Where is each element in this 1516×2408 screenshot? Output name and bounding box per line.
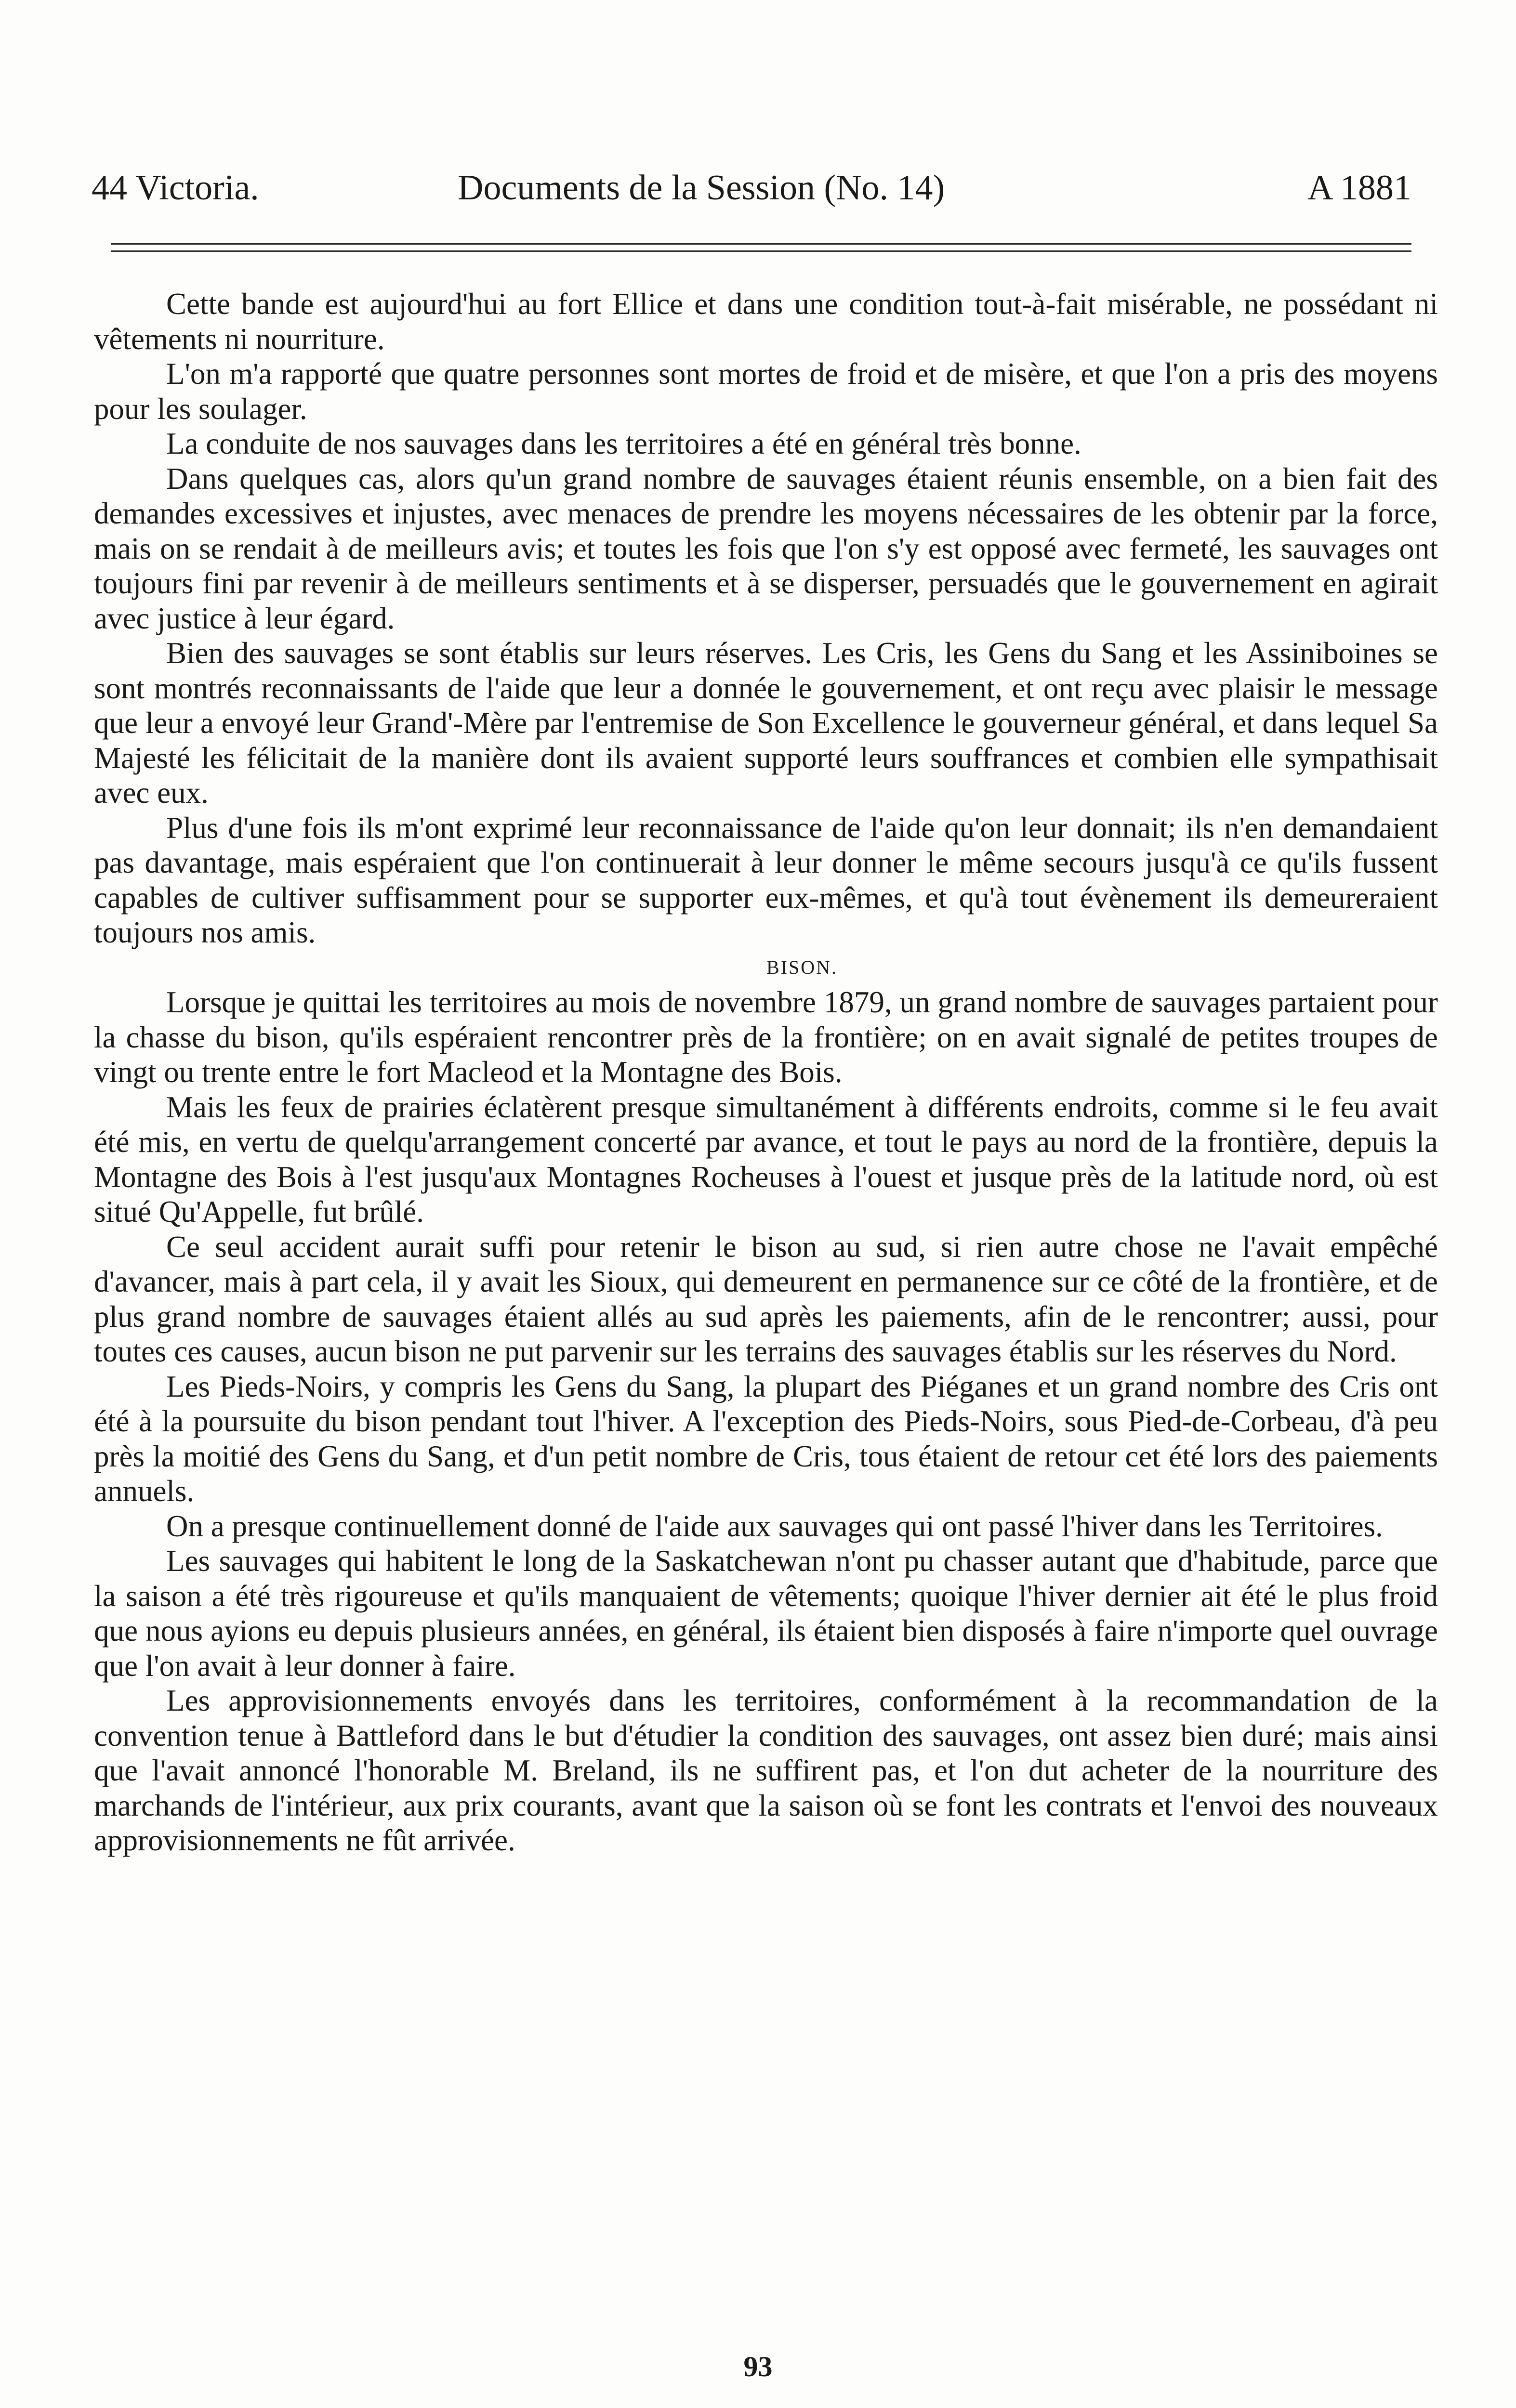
section-title: BISON. xyxy=(766,956,838,978)
paragraph: La conduite de nos sauvages dans les territoires a été en général très bonne. xyxy=(166,427,1081,460)
paragraph: Les approvisionnements envoyés dans les territoires, conformément à la recommandation de la convention tenue à Battleford dans le but d'étudier la condition des sauvages, ont assez bien duré; mais ainsi que l'avait annoncé l'honorable M. Breland, ils ne suffirent pas, et l'on dut acheter de la nourriture des marchands de l'intérieur, aux prix courants, avant que la saison où se font les contrats et l'envoi des nouveaux approvisionnements ne fût arrivée. xyxy=(94,1684,1438,1857)
paragraph: Les Pieds-Noirs, y compris les Gens du Sang, la plupart des Piéganes et un grand nombre des Cris ont été à la poursuite du bison pendant tout l'hiver. A l'exception des Pieds-Noirs, sous Pied-de-Corbeau, d'à peu près la moitié des Gens du Sang, et d'un petit nombre de Cris, tous étaient de retour cet été lors des paiements annuels. xyxy=(94,1369,1438,1508)
paragraph: Plus d'une fois ils m'ont exprimé leur reconnaissance de l'aide qu'on leur donnait; ils n'en demandaient pas davantage, mais espéraient que l'on continuerait à leur donner le même secours jusqu'à ce qu'ils fussent capables de cultiver suffisamment pour se supporter eux-mêmes, et qu'à tout évènement ils demeureraient toujours nos amis. xyxy=(94,811,1438,949)
paragraph: Lorsque je quittai les territoires au mois de novembre 1879, un grand nombre de sauvages partaient pour la chasse du bison, qu'ils espéraient rencontrer près de la frontière; on en avait signalé de petites troupes de vingt ou trente entre le fort Macleod et la Montagne des Bois. xyxy=(94,985,1438,1089)
header-title: Documents de la Session (No. 14) xyxy=(458,168,945,208)
paragraph: On a presque continuellement donné de l'aide aux sauvages qui ont passé l'hiver dans les Territoires. xyxy=(166,1509,1383,1543)
paragraph: Bien des sauvages se sont établis sur leurs réserves. Les Cris, les Gens du Sang et les Assiniboines se sont montrés reconnaissants de l'aide que leur a donnée le gouvernement, et ont reçu avec plaisir le message que leur a envoyé leur Grand'-Mère par l'entremise de Son Excellence le gouverneur général, et dans lequel Sa Majesté les félicitait de la manière dont ils avaient supporté leurs souffrances et combien elle sympathisait avec eux. xyxy=(94,636,1438,810)
header-rule-bottom xyxy=(111,250,1411,252)
header-volume: 44 Victoria. xyxy=(92,168,259,208)
body-text xyxy=(94,287,1438,1858)
running-header xyxy=(92,159,1411,217)
paragraph: Dans quelques cas, alors qu'un grand nombre de sauvages étaient réunis ensemble, on a bien fait des demandes excessives et injustes, avec menaces de prendre les moyens nécessaires de les obtenir par la force, mais on se rendait à de meilleurs avis; et toutes les fois que l'on s'y est opposé avec fermeté, les sauvages ont toujours fini par revenir à de meilleurs sentiments et à se disperser, persuadés que le gouvernement en agirait avec justice à leur égard. xyxy=(94,461,1438,635)
paragraph: Les sauvages qui habitent le long de la Saskatchewan n'ont pu chasser autant que d'habitude, parce que la saison a été très rigoureuse et qu'ils manquaient de vêtements; quoique l'hiver dernier ait été le plus froid que nous ayions eu depuis plusieurs années, en général, ils étaient bien disposés à faire n'importe quel ouvrage que l'on avait à leur donner à faire. xyxy=(94,1544,1438,1683)
header-year: A 1881 xyxy=(1307,168,1411,208)
paragraph: Cette bande est aujourd'hui au fort Ellice et dans une condition tout-à-fait misérable, ne possédant ni vêtements ni nourriture. xyxy=(94,287,1438,356)
paragraph: Mais les feux de prairies éclatèrent presque simultanément à différents endroits, comme si le feu avait été mis, en vertu de quelqu'arrangement concerté par avance, et tout le pays au nord de la frontière, depuis la Montagne des Bois à l'est jusqu'aux Montagnes Rocheuses à l'ouest et jusque près de la latitude nord, où est situé Qu'Appelle, fut brûlé. xyxy=(94,1090,1438,1229)
paragraph: Ce seul accident aurait suffi pour retenir le bison au sud, si rien autre chose ne l'avait empêché d'avancer, mais à part cela, il y avait les Sioux, qui demeurent en permanence sur ce côté de la frontière, et de plus grand nombre de sauvages étaient allés au sud après les paiements, afin de le rencontrer; aussi, pour toutes ces causes, aucun bison ne put parvenir sur les terrains des sauvages établis sur les réserves du Nord. xyxy=(94,1230,1438,1368)
header-rule-top xyxy=(111,243,1411,245)
page-number: 93 xyxy=(743,2351,773,2382)
paragraph: L'on m'a rapporté que quatre personnes sont mortes de froid et de misère, et que l'on a pris des moyens pour les soulager. xyxy=(94,357,1438,426)
